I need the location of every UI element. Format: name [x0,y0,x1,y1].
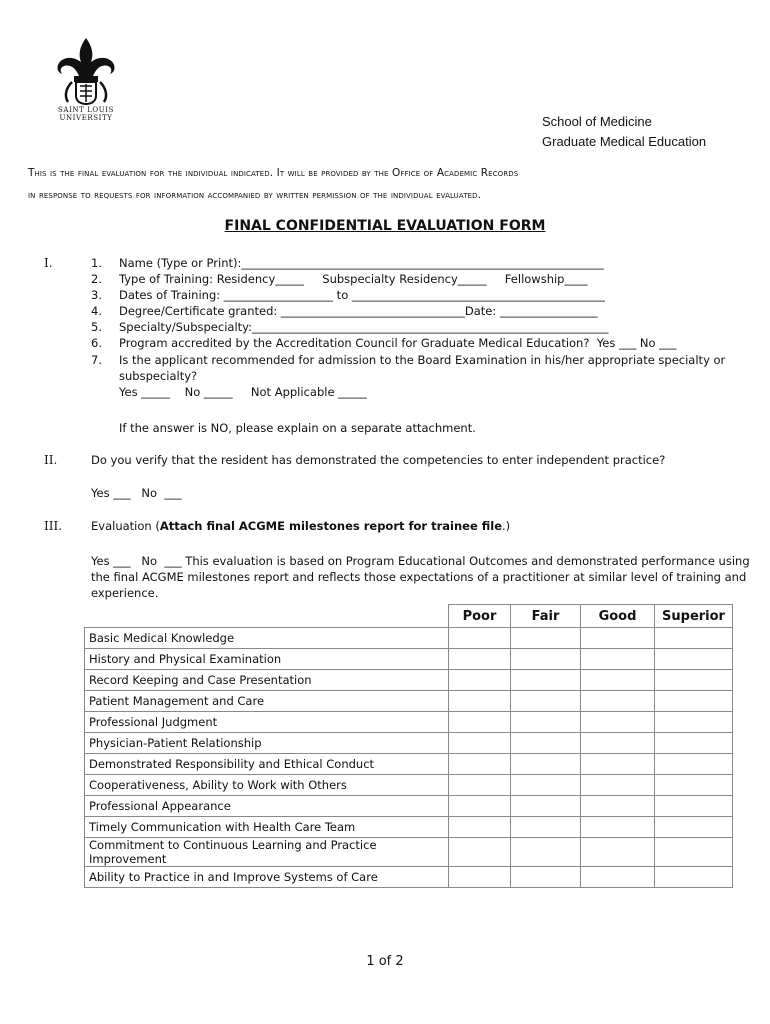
section-2-numeral: II. [44,453,58,467]
good-cell[interactable] [581,817,655,838]
item-1-number: 1. [91,256,102,270]
row-label: Ability to Practice in and Improve Systems of Care [85,867,449,888]
form-title: FINAL CONFIDENTIAL EVALUATION FORM [224,218,546,234]
name-field-line[interactable]: Name (Type or Print):_______________________________________________________________ [119,256,604,270]
superior-cell[interactable] [655,838,733,867]
section-3-numeral: III. [44,519,63,533]
header-blank-cell [85,605,449,628]
school-name: School of Medicine [542,114,652,129]
table-row [85,867,733,888]
poor-cell[interactable] [449,817,511,838]
poor-cell[interactable] [449,838,511,867]
school-header [542,112,706,152]
good-cell[interactable] [581,712,655,733]
item-6-number: 6. [91,336,102,350]
degree-line[interactable]: Degree/Certificate granted: ________________________________Date: _________________ [119,304,598,318]
table-row [85,817,733,838]
university-logo [50,36,122,128]
good-cell[interactable] [581,628,655,649]
logo-line-1: SAINT LOUIS [57,106,115,114]
board-recommendation-question-cont: subspecialty? [119,369,198,383]
row-label: Professional Judgment [85,712,449,733]
fair-cell[interactable] [511,867,581,888]
board-recommendation-question: Is the applicant recommended for admission to the Board Examination in his/her appropriate specialty or [119,353,726,367]
fair-cell[interactable] [511,817,581,838]
notice-line-1: This is the final evaluation for the individual indicated. It will be provided by the Office of Academic Records [28,167,519,179]
fair-cell[interactable] [511,775,581,796]
row-label: Cooperativeness, Ability to Work with Others [85,775,449,796]
row-label: Professional Appearance [85,796,449,817]
table-row [85,712,733,733]
poor-cell[interactable] [449,796,511,817]
competency-options[interactable]: Yes ___ No ___ [91,486,182,500]
row-label: History and Physical Examination [85,649,449,670]
item-5-number: 5. [91,320,102,334]
poor-cell[interactable] [449,733,511,754]
row-label: Physician-Patient Relationship [85,733,449,754]
logo-line-2: UNIVERSITY [59,114,113,122]
table-row [85,775,733,796]
item-3-number: 3. [91,288,102,302]
row-label: Patient Management and Care [85,691,449,712]
poor-cell[interactable] [449,691,511,712]
superior-cell[interactable] [655,691,733,712]
evaluation-label [91,519,510,533]
table-row [85,796,733,817]
item-4-number: 4. [91,304,102,318]
competency-question: Do you verify that the resident has demonstrated the competencies to enter independent practice? [91,453,666,467]
evaluation-label-start: Evaluation ( [91,519,160,533]
training-dates-line[interactable]: Dates of Training: ___________________ to ____________________________________________ [119,288,605,302]
fair-cell[interactable] [511,838,581,867]
good-cell[interactable] [581,867,655,888]
row-label: Timely Communication with Health Care Team [85,817,449,838]
poor-cell[interactable] [449,754,511,775]
evaluation-label-end: .) [502,519,511,533]
superior-cell[interactable] [655,733,733,754]
section-1-numeral: I. [44,256,53,270]
column-header-poor: Poor [449,605,511,628]
department-name: Graduate Medical Education [542,134,707,149]
no-answer-note: If the answer is NO, please explain on a separate attachment. [119,421,476,435]
good-cell[interactable] [581,838,655,867]
evaluation-basis-line-1[interactable]: Yes ___ No ___ This evaluation is based on Program Educational Outcomes and demonstrated performance using [91,554,750,568]
fair-cell[interactable] [511,712,581,733]
fair-cell[interactable] [511,733,581,754]
page-number: 1 of 2 [366,954,404,969]
confidentiality-notice [28,162,742,206]
fleur-de-lis-seal-icon [50,36,122,106]
fair-cell[interactable] [511,796,581,817]
poor-cell[interactable] [449,670,511,691]
table-row [85,754,733,775]
evaluation-rating-table [84,604,733,888]
fair-cell[interactable] [511,691,581,712]
table-row [85,628,733,649]
good-cell[interactable] [581,691,655,712]
fair-cell[interactable] [511,670,581,691]
evaluation-basis-line-2: the final ACGME milestones report and reflects those expectations of a practitioner at similar level of training and [91,570,747,584]
good-cell[interactable] [581,796,655,817]
row-label: Basic Medical Knowledge [85,628,449,649]
good-cell[interactable] [581,775,655,796]
column-header-good: Good [581,605,655,628]
evaluation-basis-line-3: experience. [91,586,159,600]
good-cell[interactable] [581,754,655,775]
superior-cell[interactable] [655,796,733,817]
good-cell[interactable] [581,670,655,691]
table-row [85,733,733,754]
training-type-line[interactable]: Type of Training: Residency_____ Subspecialty Residency_____ Fellowship____ [119,272,588,286]
row-label: Record Keeping and Case Presentation [85,670,449,691]
good-cell[interactable] [581,649,655,670]
superior-cell[interactable] [655,712,733,733]
board-recommendation-options[interactable]: Yes _____ No _____ Not Applicable _____ [119,385,367,399]
column-header-superior: Superior [655,605,733,628]
superior-cell[interactable] [655,670,733,691]
item-7-number: 7. [91,353,102,367]
superior-cell[interactable] [655,754,733,775]
column-header-fair: Fair [511,605,581,628]
poor-cell[interactable] [449,628,511,649]
table-row [85,670,733,691]
superior-cell[interactable] [655,817,733,838]
specialty-line[interactable]: Specialty/Subspecialty:______________________________________________________________ [119,320,609,334]
good-cell[interactable] [581,733,655,754]
superior-cell[interactable] [655,628,733,649]
superior-cell[interactable] [655,867,733,888]
row-label: Demonstrated Responsibility and Ethical Conduct [85,754,449,775]
poor-cell[interactable] [449,712,511,733]
table-header-row [85,605,733,628]
fair-cell[interactable] [511,649,581,670]
fair-cell[interactable] [511,754,581,775]
table-row [85,691,733,712]
accreditation-line[interactable]: Program accredited by the Accreditation Council for Graduate Medical Education? Yes ___ No ___ [119,336,677,350]
item-2-number: 2. [91,272,102,286]
poor-cell[interactable] [449,867,511,888]
table-row [85,838,733,867]
poor-cell[interactable] [449,649,511,670]
poor-cell[interactable] [449,775,511,796]
superior-cell[interactable] [655,775,733,796]
evaluation-label-bold: Attach final ACGME milestones report for trainee file [159,519,503,533]
row-label: Commitment to Continuous Learning and Practice Improvement [85,838,449,867]
notice-line-2: in response to requests for information accompanied by written permission of the individual evaluated. [28,189,482,201]
fair-cell[interactable] [511,628,581,649]
table-row [85,649,733,670]
superior-cell[interactable] [655,649,733,670]
